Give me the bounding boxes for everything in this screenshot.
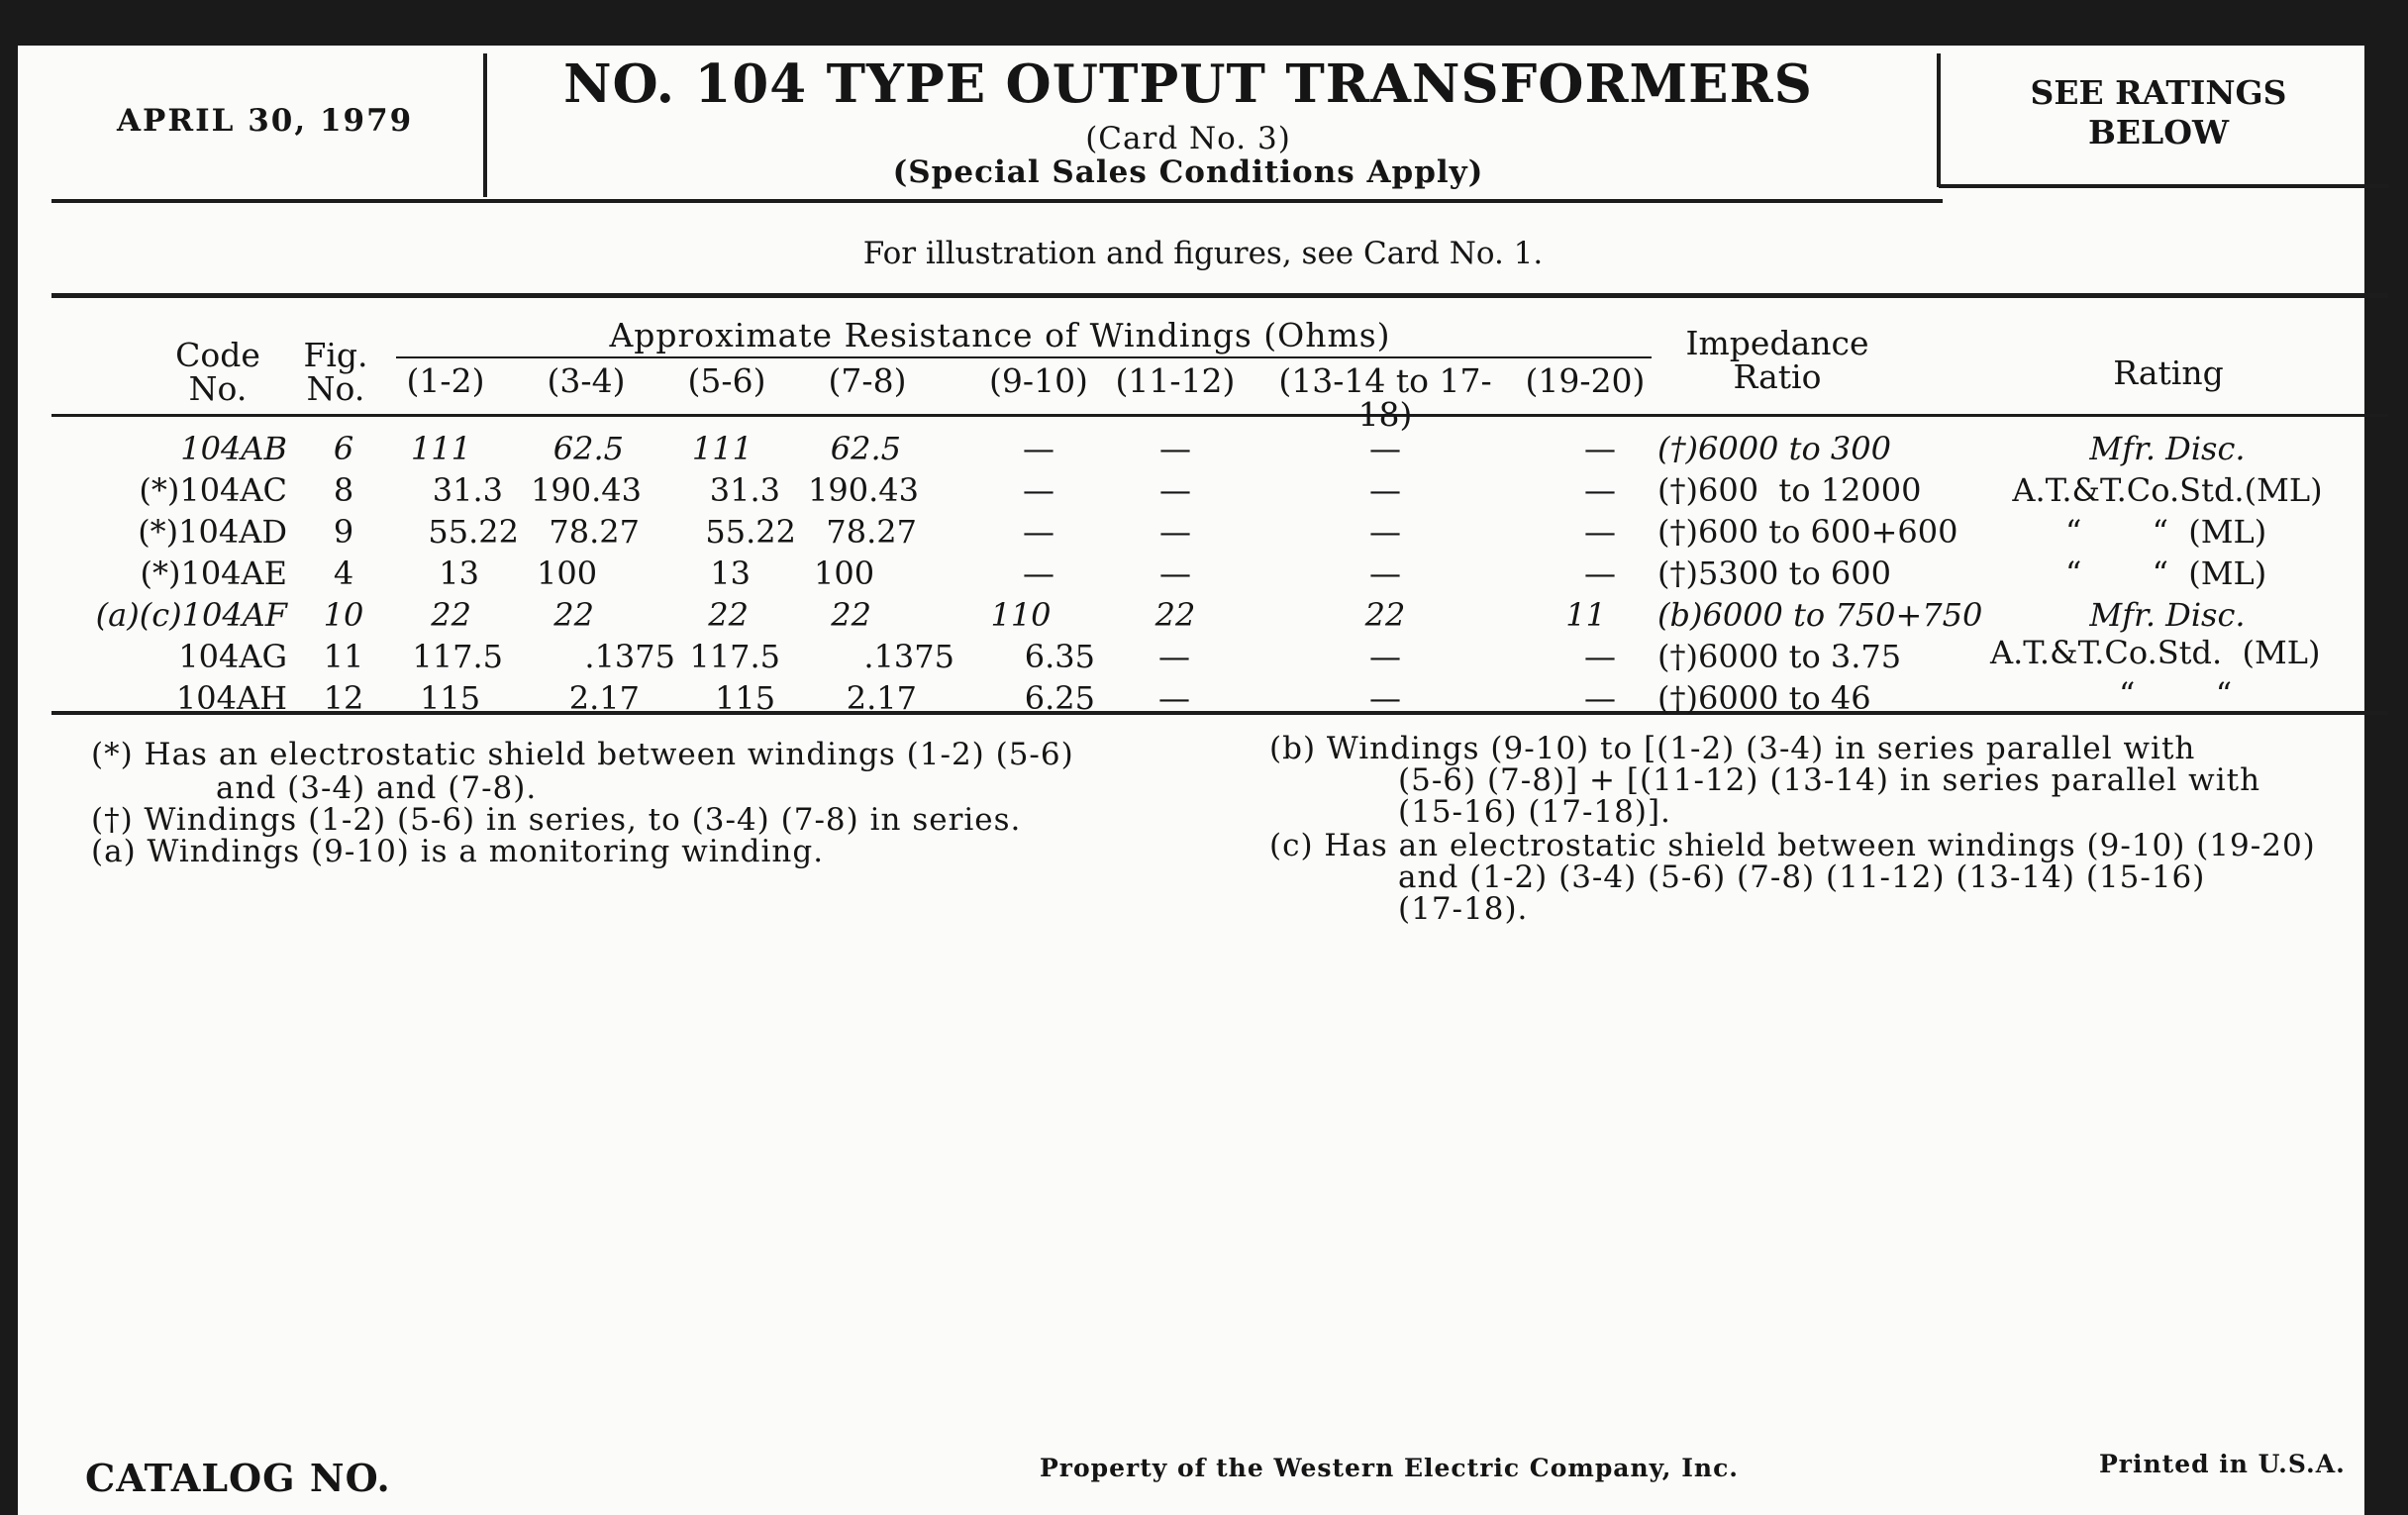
header-winding-19-20: (19-20)	[1525, 361, 1646, 400]
r1112-cell: —	[1159, 513, 1191, 551]
r1920-cell: —	[1584, 555, 1616, 592]
header-rule-right	[1939, 184, 2389, 188]
group-header-rule	[396, 356, 1652, 358]
code-cell: (*)104AE	[140, 555, 287, 592]
r1112-cell: 22	[1154, 596, 1196, 634]
r1314-cell: —	[1369, 513, 1401, 551]
r910-cell: 110	[990, 596, 1052, 634]
r12-cell: 115	[420, 679, 481, 717]
rating-cell: Mfr. Disc.	[2089, 596, 2246, 634]
note-b: (b) Windings (9-10) to [(1-2) (3-4) in series parallel with	[1269, 731, 2196, 766]
rating-cell: “ “ (ML)	[2065, 555, 2267, 592]
note-c-cont-1: and (1-2) (3-4) (5-6) (7-8) (11-12) (13-14) (15-16)	[1398, 859, 2206, 895]
header-winding-5-6: (5-6)	[687, 361, 766, 400]
note-shield-cont: and (3-4) and (7-8).	[216, 770, 538, 806]
fig-cell: 12	[323, 679, 364, 717]
rating-cell: “ “	[2119, 675, 2233, 713]
fig-cell: 10	[323, 596, 364, 634]
code-cell: (a)(c)104AF	[95, 596, 287, 634]
impedance-cell: (†)6000 to 46	[1657, 679, 1871, 717]
card-date: APRIL 30, 1979	[117, 103, 414, 139]
table-row	[0, 677, 2408, 719]
impedance-cell: (†)6000 to 300	[1657, 430, 1891, 467]
r78-cell: 78.27	[826, 513, 917, 551]
rating-cell: “ “ (ML)	[2065, 513, 2267, 551]
r910-cell: 6.35	[1024, 638, 1095, 675]
note-c: (c) Has an electrostatic shield between windings (9-10) (19-20)	[1269, 828, 2316, 863]
r1112-cell: —	[1158, 679, 1190, 717]
table-row	[0, 553, 2408, 594]
header-code: Code No.	[175, 336, 260, 408]
r910-cell: —	[1023, 430, 1054, 467]
r12-cell: 117.5	[412, 638, 503, 675]
r12-cell: 22	[431, 596, 471, 634]
table-row	[0, 428, 2408, 469]
r78-cell: 2.17	[846, 679, 917, 717]
header-impedance: Impedance Ratio	[1685, 324, 1869, 396]
note-b-cont-2: (15-16) (17-18)].	[1398, 794, 1671, 830]
r56-cell: 117.5	[689, 638, 780, 675]
r34-cell: 190.43	[531, 471, 642, 509]
illustration-reference: For illustration and figures, see Card No. 1.	[862, 236, 1544, 271]
printed-in-notice: Printed in U.S.A.	[2099, 1450, 2346, 1478]
card-title: NO. 104 TYPE OUTPUT TRANSFORMERS	[563, 53, 1813, 115]
header-winding-9-10: (9-10)	[989, 361, 1088, 400]
r78-cell: .1375	[863, 638, 954, 675]
fig-cell: 8	[333, 471, 354, 509]
r34-cell: 78.27	[549, 513, 640, 551]
ratings-line-2: BELOW	[2087, 113, 2230, 152]
r56-cell: 13	[710, 555, 751, 592]
impedance-cell: (†)600 to 12000	[1657, 471, 1922, 509]
r56-cell: 55.22	[705, 513, 796, 551]
r1920-cell: —	[1584, 679, 1616, 717]
impedance-cell: (†)6000 to 3.75	[1657, 638, 1902, 675]
r1920-cell: —	[1584, 638, 1616, 675]
r1112-cell: —	[1158, 638, 1190, 675]
rating-cell: A.T.&T.Co.Std.(ML)	[2012, 471, 2323, 509]
code-cell: 104AH	[175, 679, 287, 717]
r910-cell: 6.25	[1024, 679, 1095, 717]
impedance-cell: (b)6000 to 750+750	[1657, 596, 1983, 634]
r1920-cell: 11	[1565, 596, 1606, 634]
fig-cell: 4	[333, 555, 354, 592]
r56-cell: 31.3	[709, 471, 780, 509]
note-dagger: (†) Windings (1-2) (5-6) in series, to (3-4) (7-8) in series.	[91, 802, 1022, 838]
r34-cell: 2.17	[568, 679, 640, 717]
table-top-rule	[51, 293, 2388, 298]
r12-cell: 111	[410, 430, 471, 467]
ratings-line-1: SEE RATINGS	[2030, 73, 2287, 112]
fig-cell: 11	[323, 638, 364, 675]
catalog-number-label: CATALOG NO.	[85, 1456, 391, 1500]
r1112-cell: —	[1159, 471, 1191, 509]
header-winding-7-8: (7-8)	[828, 361, 907, 400]
r1314-cell: —	[1369, 638, 1401, 675]
r1112-cell: —	[1159, 430, 1191, 467]
code-cell: (*)104AC	[139, 471, 287, 509]
r78-cell: 100	[814, 555, 875, 592]
table-header-rule	[51, 414, 2388, 417]
note-shield: (*) Has an electrostatic shield between windings (1-2) (5-6)	[91, 737, 1074, 772]
rating-cell: Mfr. Disc.	[2089, 430, 2246, 467]
property-notice: Property of the Western Electric Company, Inc.	[1040, 1454, 1740, 1482]
r910-cell: —	[1023, 471, 1054, 509]
r1920-cell: —	[1584, 513, 1616, 551]
card-number: (Card No. 3)	[1085, 121, 1291, 156]
sales-conditions: (Special Sales Conditions Apply)	[892, 154, 1484, 190]
r1920-cell: —	[1584, 471, 1616, 509]
table-row	[0, 469, 2408, 511]
fig-cell: 9	[333, 513, 354, 551]
table-row	[0, 636, 2408, 677]
impedance-cell: (†)5300 to 600	[1657, 555, 1891, 592]
r12-cell: 13	[439, 555, 479, 592]
r34-cell: 62.5	[552, 430, 624, 467]
header-winding-3-4: (3-4)	[547, 361, 626, 400]
r56-cell: 111	[691, 430, 752, 467]
header-winding-1-2: (1-2)	[406, 361, 485, 400]
r34-cell: 100	[537, 555, 598, 592]
rating-cell: A.T.&T.Co.Std. (ML)	[1990, 634, 2321, 671]
r1314-cell: —	[1369, 555, 1401, 592]
header-winding-13-14: (13-14 to 17-18)	[1278, 361, 1492, 434]
impedance-cell: (†)600 to 600+600	[1657, 513, 1958, 551]
note-b-cont-1: (5-6) (7-8)] + [(11-12) (13-14) in series parallel with	[1398, 762, 2261, 798]
r1314-cell: —	[1369, 471, 1401, 509]
header-winding-11-12: (11-12)	[1115, 361, 1236, 400]
r78-cell: 22	[831, 596, 871, 634]
r56-cell: 115	[715, 679, 776, 717]
header-rating: Rating	[2113, 354, 2224, 392]
r34-cell: 22	[553, 596, 594, 634]
code-cell: (*)104AD	[138, 513, 287, 551]
r12-cell: 55.22	[428, 513, 519, 551]
fig-cell: 6	[333, 430, 354, 467]
r12-cell: 31.3	[432, 471, 503, 509]
table-row	[0, 511, 2408, 553]
table-body	[0, 428, 2408, 715]
r1314-cell: —	[1369, 679, 1401, 717]
r910-cell: —	[1023, 513, 1054, 551]
code-cell: 104AG	[178, 638, 287, 675]
table-row	[0, 594, 2408, 636]
r1920-cell: —	[1584, 430, 1616, 467]
r1314-cell: —	[1369, 430, 1401, 467]
r34-cell: .1375	[584, 638, 675, 675]
header-fig: Fig. No.	[303, 336, 368, 408]
ratings-note	[1941, 73, 2376, 152]
note-a: (a) Windings (9-10) is a monitoring winding.	[91, 834, 825, 869]
r78-cell: 190.43	[808, 471, 919, 509]
code-cell: 104AB	[180, 430, 287, 467]
r910-cell: —	[1023, 555, 1054, 592]
header-rule	[51, 199, 1943, 203]
r1314-cell: 22	[1364, 596, 1406, 634]
note-c-cont-2: (17-18).	[1398, 891, 1529, 927]
r56-cell: 22	[708, 596, 749, 634]
r1112-cell: —	[1159, 555, 1191, 592]
r78-cell: 62.5	[830, 430, 901, 467]
resistance-group-header: Approximate Resistance of Windings (Ohms)	[609, 316, 1391, 354]
